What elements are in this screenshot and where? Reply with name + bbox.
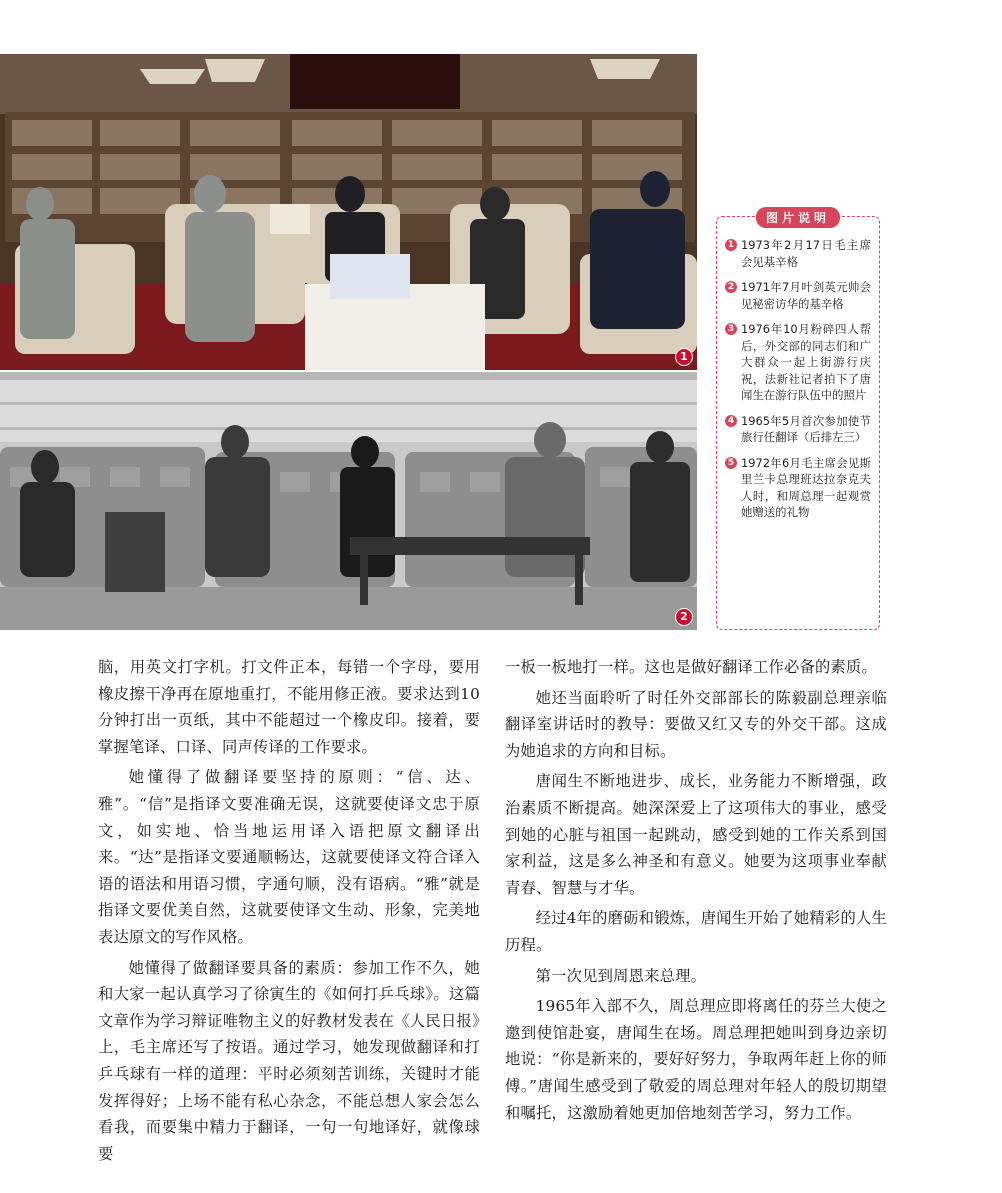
photo-mao-meets-kissinger: [0, 54, 697, 370]
caption-item: [725, 279, 871, 312]
article-paragraph: 她还当面聆听了时任外交部部长的陈毅副总理亲临翻译室讲话时的教导：要做又红又专的外交干部。这成为她追求的方向和目标。: [505, 688, 887, 760]
caption-number-badge: 5: [725, 457, 737, 469]
article-paragraph: 脑，用英文打字机。打文件正本，每错一个字母，要用橡皮擦干净再在原地重打，不能用修正液。要求达到10分钟打出一页纸，其中不能超过一个橡皮印。接着，要掌握笔译、口译、同声传译的工作要求。: [98, 658, 480, 756]
caption-number-badge: 1: [725, 239, 737, 251]
article-paragraph: 她懂得了做翻译要具备的素质：参加工作不久，她和大家一起认真学习了徐寅生的《如何打乒乓球》。这篇文章作为学习辩证唯物主义的好教材发表在《人民日报》上，毛主席还写了按语。通过学习，她发现做翻译和打乒乓球有一样的道理：平时必须刻苦训练，关键时才能发挥得好；上场不能有私心杂念，不能总想人家会怎么看我，而要集中精力于翻译，一句一句地译好，就像球要: [98, 958, 480, 1163]
caption-item: [725, 455, 871, 521]
article-paragraph: 经过4年的磨砺和锻炼，唐闻生开始了她精彩的人生历程。: [505, 909, 887, 954]
caption-number-badge: 2: [725, 281, 737, 293]
article-paragraph: 第一次见到周恩来总理。: [535, 966, 707, 985]
caption-box-title: 图片说明: [756, 207, 840, 228]
caption-item: [725, 237, 871, 270]
caption-item: [725, 321, 871, 404]
photo1-number-badge: 1: [675, 348, 693, 366]
caption-text: 1976年10月粉碎四人帮后，外交部的同志们和广大群众一起上街游行庆祝，法新社记者拍下了唐闻生在游行队伍中的照片: [741, 322, 871, 402]
caption-item: [725, 413, 871, 446]
photo1-illustration: [0, 54, 697, 370]
article-paragraph: 她懂得了做翻译要坚持的原则：“信、达、雅”。“信”是指译文要准确无误，这就要使译文忠于原文，如实地、恰当地运用译入语把原文翻译出来。“达”是指译文要通顺畅达，这就要使译文符合译入语的语法和用语习惯，字通句顺，没有语病。“雅”就是指译文要优美自然，这就要使译文生动、形象，完美地表达原文的写作风格。: [98, 768, 480, 946]
caption-text: 1965年5月首次参加使节旅行任翻译（后排左三）: [741, 413, 871, 444]
article-column-left: [98, 654, 480, 1171]
photo-ye-jianying-meets-kissinger: [0, 372, 697, 630]
caption-number-badge: 4: [725, 415, 737, 427]
photo2-number-badge: 2: [675, 608, 693, 626]
caption-text: 1973年2月17日毛主席会见基辛格: [741, 238, 871, 269]
article-paragraph: 1965年入部不久，周总理应即将离任的芬兰大使之邀到使馆赴宴，唐闻生在场。周总理把她叫到身边亲切地说：“你是新来的，要好好努力，争取两年赶上你的师傅。”唐闻生感受到了敬爱的周总理对年轻人的殷切期望和嘱托，这激励着她更加倍地刻苦学习，努力工作。: [505, 997, 887, 1122]
article-paragraph: 唐闻生不断地进步、成长，业务能力不断增强，政治素质不断提高。她深深爱上了这项伟大的事业，感受到她的心脏与祖国一起跳动，感受到她的工作关系到国家利益，这是多么神圣和有意义。她要为这项事业奉献青春、智慧与才华。: [505, 772, 887, 897]
article-column-right: [505, 654, 887, 1130]
article-paragraph: 一板一板地打一样。这也是做好翻译工作必备的素质。: [505, 658, 877, 676]
caption-number-badge: 3: [725, 323, 737, 335]
caption-list: [725, 237, 871, 521]
photo2-illustration: [0, 372, 697, 630]
caption-text: 1971年7月叶剑英元帅会见秘密访华的基辛格: [741, 280, 871, 311]
caption-text: 1972年6月毛主席会见斯里兰卡总理班达拉奈克夫人时，和周总理一起观赏她赠送的礼物: [741, 455, 871, 519]
photo-caption-box: [716, 211, 880, 630]
